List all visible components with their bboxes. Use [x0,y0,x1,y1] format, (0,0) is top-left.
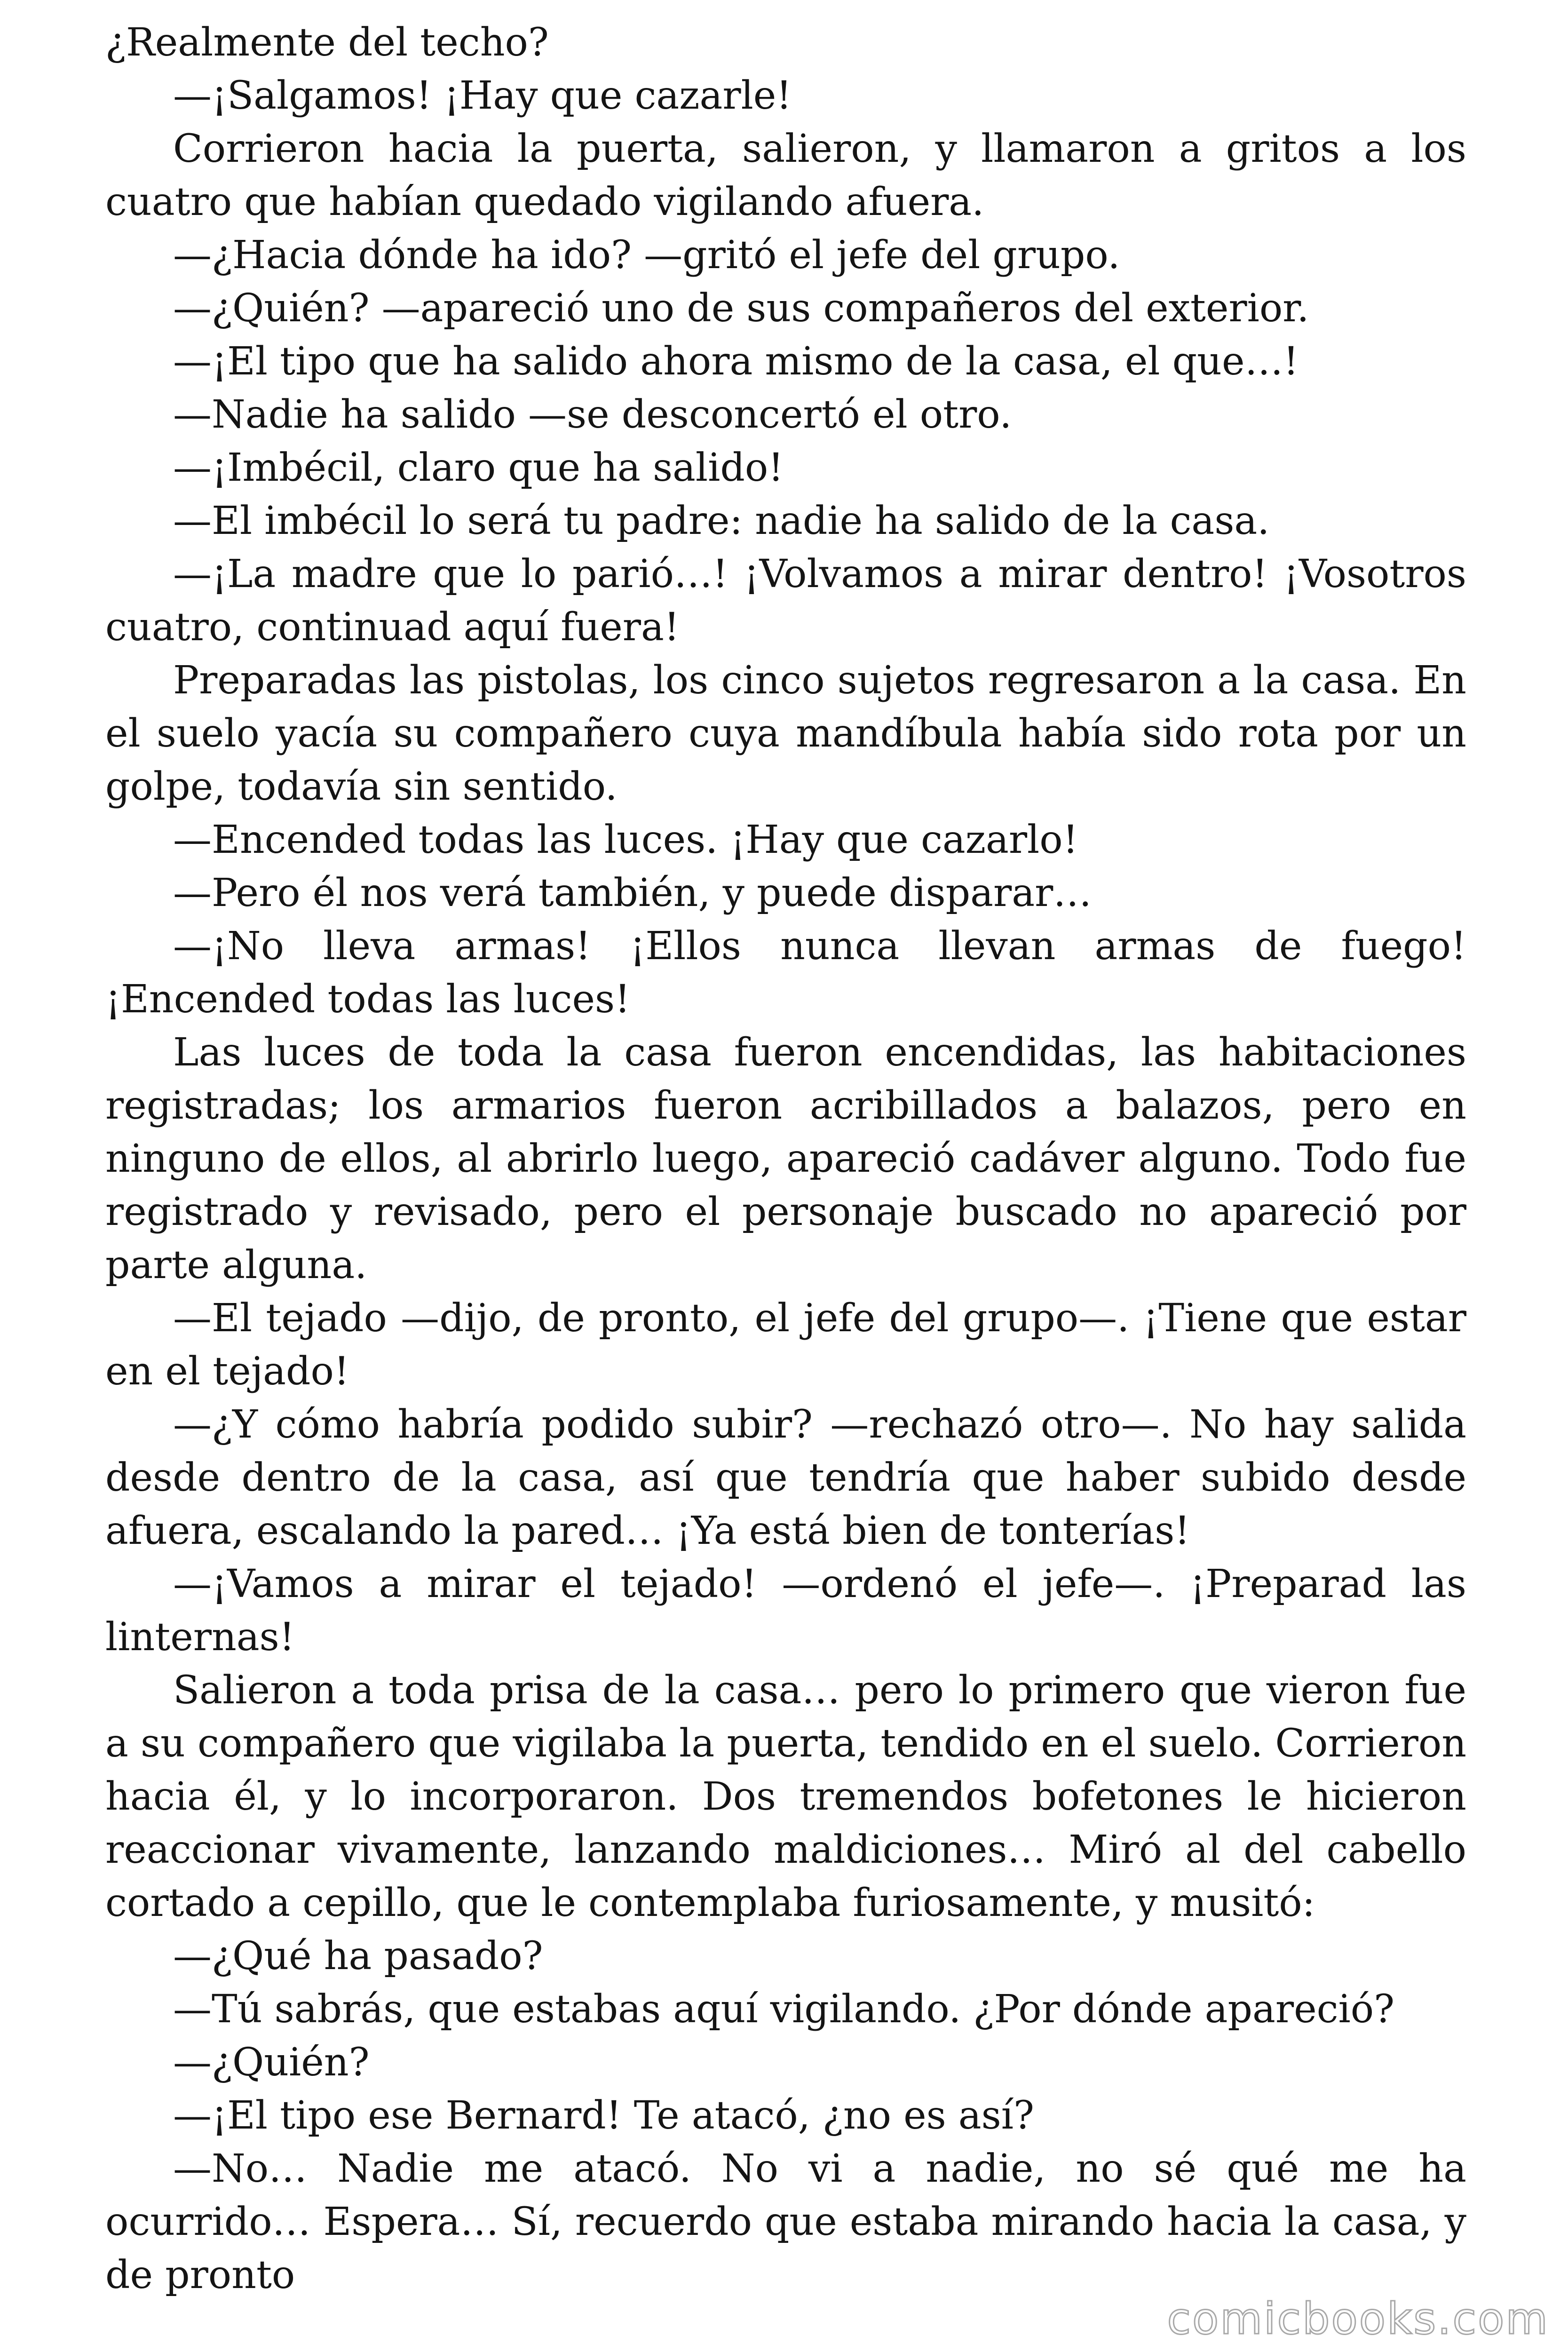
paragraph: —Nadie ha salido —se desconcertó el otro. [173,392,1012,437]
paragraph: —¿Quién? —apareció uno de sus compañeros del exterior. [173,286,1309,331]
paragraph: —Tú sabrás, que estabas aquí vigilando. ¿Por dónde apareció? [173,1987,1395,2032]
paragraph: Las luces de toda la casa fueron encendidas, las habitaciones registradas; los armarios fueron acribillados a balazos, pero en ninguno de ellos, al abrirlo luego, apareció cadáver alguno. Todo fue registrado y revisado, pero el personaje buscado no apareció por parte alguna. [105,1030,1466,1287]
paragraph: —¡El tipo ese Bernard! Te atacó, ¿no es así? [173,2093,1034,2138]
paragraph: —No… Nadie me atacó. No vi a nadie, no sé qué me ha ocurrido… Espera… Sí, recuerdo que estaba mirando hacia la casa, y de pronto [105,2146,1466,2297]
paragraph: —¡Vamos a mirar el tejado! —ordenó el jefe—. ¡Preparad las linternas! [105,1562,1466,1660]
paragraph: Preparadas las pistolas, los cinco sujetos regresaron a la casa. En el suelo yacía su compañero cuya mandíbula había sido rota por un golpe, todavía sin sentido. [105,658,1466,809]
paragraph: Corrieron hacia la puerta, salieron, y llamaron a gritos a los cuatro que habían quedado vigilando afuera. [105,127,1466,224]
paragraph: —¿Y cómo habría podido subir? —rechazó otro—. No hay salida desde dentro de la casa, así que tendría que haber subido desde afuera, escalando la pared… ¡Ya está bien de tonterías! [105,1402,1466,1553]
paragraph: —¡La madre que lo parió…! ¡Volvamos a mirar dentro! ¡Vosotros cuatro, continuad aquí fuera! [105,552,1466,650]
paragraph: —¡No lleva armas! ¡Ellos nunca llevan armas de fuego! ¡Encended todas las luces! [105,924,1466,1022]
paragraph: Salieron a toda prisa de la casa… pero lo primero que vieron fue a su compañero que vigilaba la puerta, tendido en el suelo. Corrieron hacia él, y lo incorporaron. Dos tremendos bofetones le hicieron reaccionar vivamente, lanzando maldiciones… Miró al del cabello cortado a cepillo, que le contemplaba furiosamente, y musitó: [105,1668,1466,1925]
paragraph: —¡Imbécil, claro que ha salido! [173,445,784,490]
paragraph: ¿Realmente del techo? [105,20,549,65]
watermark-logo: comicbooks.com [1167,2294,1549,2344]
paragraph: —¿Qué ha pasado? [173,1934,543,1979]
paragraph: —Pero él nos verá también, y puede disparar… [173,871,1092,915]
paragraph: —Encended todas las luces. ¡Hay que cazarlo! [173,818,1078,862]
paragraph: —¡El tipo que ha salido ahora mismo de la casa, el que…! [173,339,1299,384]
paragraph: —El tejado —dijo, de pronto, el jefe del grupo—. ¡Tiene que estar en el tejado! [105,1296,1466,1394]
paragraph: —¡Salgamos! ¡Hay que cazarle! [173,73,792,118]
book-page-text [105,16,1466,2302]
paragraph: —¿Hacia dónde ha ido? —gritó el jefe del grupo. [173,233,1120,278]
paragraph: —El imbécil lo será tu padre: nadie ha salido de la casa. [173,499,1270,543]
paragraph: —¿Quién? [173,2040,370,2085]
